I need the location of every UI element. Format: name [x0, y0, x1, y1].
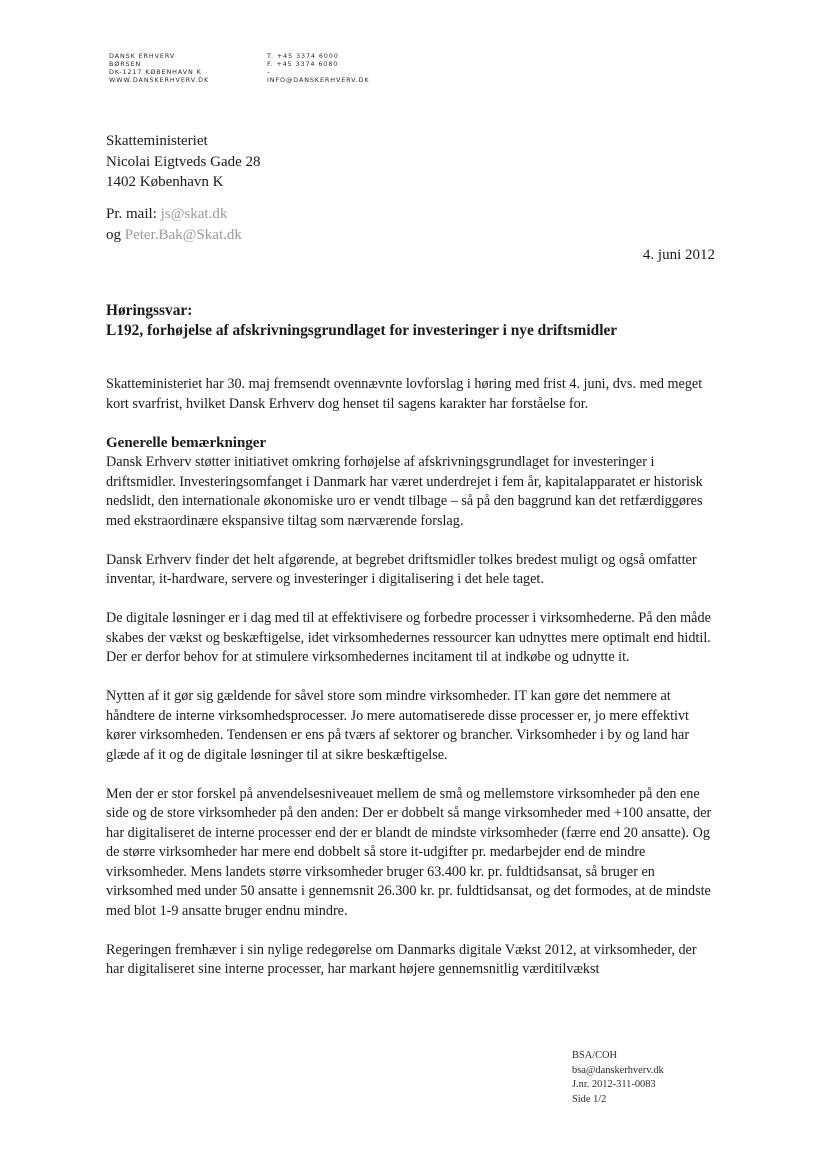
- letterhead-phone: T. +45 3374 6000: [267, 52, 339, 60]
- letterhead-contact: [267, 53, 369, 85]
- letter-date: 4. juni 2012: [642, 247, 715, 263]
- mail-joiner: og: [106, 226, 125, 243]
- letterhead-city: DK-1217 KØBENHAVN K: [109, 67, 202, 76]
- section-heading: Generelle bemærkninger: [106, 434, 267, 451]
- paragraph-1: Dansk Erhverv støtter initiativet omkring forhøjelse af afskrivningsgrundlaget for investeringer i driftsmidler. Investeringsomfanget i Danmark har været underdrejet i fem år, kapitalapparatet er historisk nedslidt, den internationale økonomiske uro er vendt tilbage – så på den baggrund kan det retfærdiggøres med ekstraordinære ekspansive tiltag som nærværende forslag.: [106, 454, 703, 529]
- mail-address-2[interactable]: Peter.Bak@Skat.dk: [124, 226, 242, 243]
- letterhead-website: WWW.DANSKERHVERV.DK: [109, 75, 210, 84]
- letterhead-building: BØRSEN: [109, 59, 142, 68]
- letterhead-company: DANSK ERHVERV: [109, 52, 176, 60]
- mail-address-1[interactable]: js@skat.dk: [160, 206, 228, 222]
- recipient-name: Skatteministeriet: [106, 133, 208, 149]
- paragraph-5: Men der er stor forskel på anvendelsesniveauet mellem de små og mellemstore virksomheder på den ene side og de store virksomheder på den anden: Der er dobbelt så mange virksomheder med +100 ansatte, der har digitaliseret de interne processer end der er blandt de mindste virksomheder (færre end 20 ansatte). Og de større virksomheder har mere end dobbelt så store it-udgifter pr. medarbejder end de mindre virksomheder. Mens landets større virksomheder bruger 63.400 kr. pr. fuldtidsansat, så bruger en virksomhed med under 50 ansatte i gennemsnit 26.300 kr. pr. fuldtidsansat, og det formodes, at de mindste med blot 1-9 ansatte bruger endnu mindre.: [106, 785, 712, 919]
- recipient-address: [106, 131, 261, 193]
- footer-initials: BSA/COH: [572, 1050, 618, 1061]
- mail-prefix: Pr. mail:: [106, 206, 161, 222]
- mail-line-1: [106, 204, 242, 225]
- subject: [106, 301, 617, 341]
- paragraph-2: Dansk Erhverv finder det helt afgørende, at begrebet driftsmidler tolkes bredest muligt og også omfatter inventar, it-hardware, servere og investeringer i digitalisering i det hele taget.: [106, 551, 697, 587]
- subject-label: Høringssvar:: [106, 302, 193, 319]
- recipient-city: 1402 København K: [106, 174, 224, 190]
- paragraph-6: Regeringen fremhæver i sin nylige redegørelse om Danmarks digitale Vækst 2012, at virksomheder, der har digitaliseret sine interne processer, har markant højere gennemsnitlig værditilvækst: [106, 941, 697, 977]
- paragraph-4: Nytten af it gør sig gældende for såvel store som mindre virksomheder. IT kan gøre det nemmere at håndtere de interne virksomhedsprocesser. Jo mere automatiserede disse processer er, jo mere effektivt kører virksomheden. Tendensen er ens på tværs af sektorer og brancher. Virksomheder i by og land har glæde af it og de digitale løsninger til at sikre beskæftigelse.: [106, 688, 690, 763]
- mail-recipients: [106, 204, 242, 245]
- letterhead-fax: F. +45 3374 6080: [267, 59, 339, 68]
- subject-title: L192, forhøjelse af afskrivningsgrundlaget for investeringer i nye driftsmidler: [106, 322, 618, 339]
- intro-paragraph: Skatteministeriet har 30. maj fremsendt ovennævnte lovforslag i høring med frist 4. juni, dvs. med meget kort svarfrist, hvilket Dansk Erhverv dog henset til sagens karakter har forståelse for.: [106, 376, 703, 412]
- letterhead-email: INFO@DANSKERHVERV.DK: [267, 75, 370, 84]
- letter-body: [106, 375, 718, 999]
- footer-journal-number: J.nr. 2012-311-0083: [572, 1079, 656, 1091]
- paragraph-3: De digitale løsninger er i dag med til at effektivisere og forbedre processer i virksomhederne. På den måde skabes der vækst og beskæftigelse, idet virksomhedernes ressourcer kan udnyttes mere optimalt end hidtil. Der er derfor behov for at stimulere virksomhedernes incitament til at indkøbe og udnytte it.: [106, 610, 711, 665]
- footer-email: bsa@danskerhverv.dk: [572, 1064, 664, 1076]
- letterhead-address: [109, 53, 209, 85]
- footer-reference: [572, 1049, 664, 1107]
- footer-page-number: Side 1/2: [572, 1093, 607, 1105]
- recipient-street: Nicolai Eigtveds Gade 28: [106, 153, 261, 170]
- letterhead-dash: –: [267, 67, 272, 76]
- mail-line-2: [106, 225, 242, 246]
